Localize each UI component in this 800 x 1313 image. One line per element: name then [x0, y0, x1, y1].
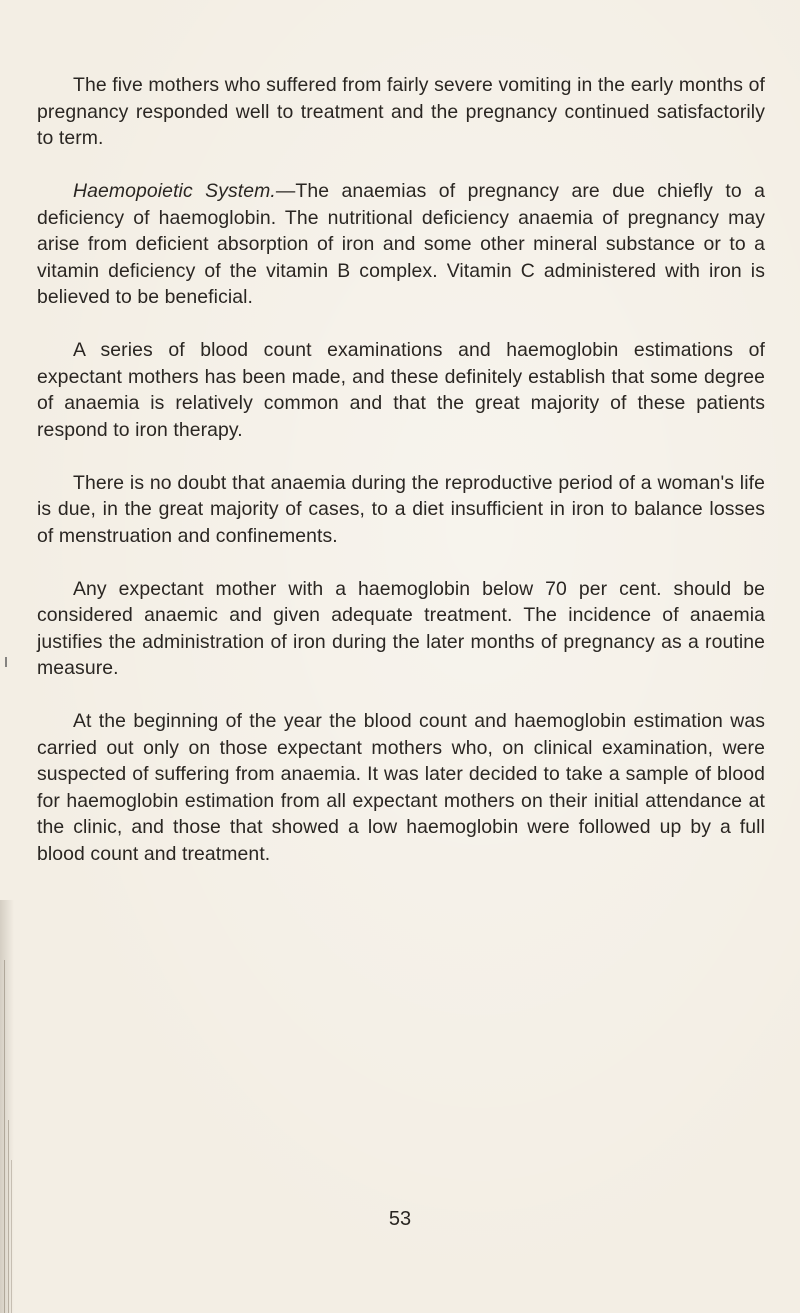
- margin-mark: [5, 657, 7, 667]
- paragraph-text: There is no doubt that anaemia during the reproductive period of a woman's life is due, in the great majority of cases, to a diet insufficient in iron to balance losses of menstruation and confinements.: [37, 471, 765, 547]
- body-text: [37, 72, 765, 894]
- paragraph-text: The five mothers who suffered from fairly severe vomiting in the early months of pregnancy responded well to treatment and the pregnancy continued satisfactorily to term.: [37, 74, 765, 149]
- paragraph-text: At the beginning of the year the blood count and haemoglobin estimation was carried out only on those expectant mothers who, on clinical examination, were suspected of suffering from anaemia. It was later decided to take a sample of blood for haemoglobin estimation from all expectant mothers on their initial attendance at the clinic, and those that showed a low haemoglobin were followed up by a full blood count and treatment.: [37, 710, 765, 865]
- paragraph-text: A series of blood count examinations and haemoglobin estimations of expectant mothers has been made, and these definitely establish that some degree of anaemia is relatively common and that the great majority of these patients respond to iron therapy.: [37, 339, 765, 441]
- section-heading: Haemopoietic System.: [73, 180, 276, 202]
- paragraph-haemoglobin-threshold: [37, 576, 765, 682]
- paragraph-anaemia-cause: [37, 470, 765, 550]
- paragraph-haemopoietic-system: [37, 178, 765, 311]
- paragraph-estimation-procedure: [37, 708, 765, 867]
- paragraph-text: —The anaemias of pregnancy are due chiefly to a deficiency of haemoglobin. The nutritional deficiency anaemia of pregnancy may arise from deficient absorption of iron and some other mineral substance or to a vitamin deficiency of the vitamin B complex. Vitamin C administered with iron is believed to be beneficial.: [37, 180, 765, 308]
- page-edge-line: [4, 960, 5, 1313]
- page-number: 53: [388, 1208, 412, 1230]
- paragraph-vomiting: [37, 72, 765, 152]
- paragraph-text: Any expectant mother with a haemoglobin below 70 per cent. should be considered anaemic and given adequate treatment. The incidence of anaemia justifies the administration of iron during the later months of pregnancy as a routine measure.: [37, 577, 765, 679]
- paragraph-blood-count-series: [37, 337, 765, 443]
- page-edge-line: [11, 1160, 12, 1313]
